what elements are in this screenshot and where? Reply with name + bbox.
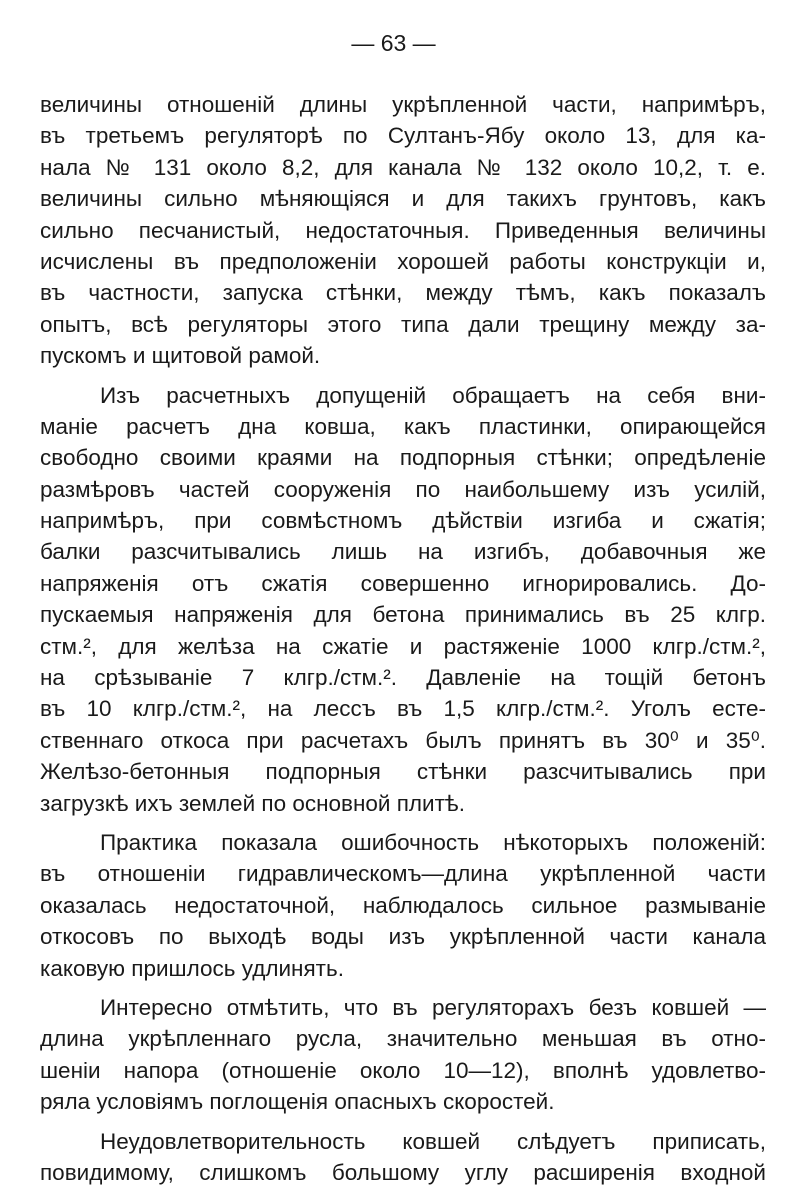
text-line: опытъ, всѣ регуляторы этого типа дали трещину между за-: [40, 311, 766, 337]
text-line: балки разсчитывались лишь на изгибъ, добавочныя же: [40, 539, 766, 565]
text-line: въ 10 клгр./стм.², на лессъ въ 1,5 клгр./стм.². Уголъ есте-: [40, 696, 766, 722]
text-line: повидимому, слишкомъ большому углу расширенiя входной: [40, 1159, 766, 1185]
text-line: ственнаго откоса при расчетахъ былъ принятъ въ 30⁰ и 35⁰.: [40, 727, 766, 753]
text-line: величины отношенiй длины укрѣпленной части, напримѣръ,: [40, 92, 766, 117]
text-line: манiе расчетъ дна ковша, какъ пластинки, опирающейся: [40, 413, 766, 439]
text-line: оказалась недостаточной, наблюдалось сильное размыванiе: [40, 892, 766, 918]
text-line: нала № 131 около 8,2, для канала № 132 около 10,2, т. е.: [40, 154, 766, 180]
text-line: Желѣзо-бетонныя подпорныя стѣнки разсчитывались при: [40, 759, 766, 785]
text-line: сильно песчанистый, недостаточныя. Приведенныя величины: [40, 217, 766, 243]
text-line: размѣровъ частей сооруженiя по наибольшему изъ усилiй,: [40, 476, 766, 502]
paragraph: [40, 1126, 766, 1189]
text-line: длина укрѣпленнаго русла, значительно меньшая въ отно-: [40, 1026, 766, 1052]
text-line: шенiи напора (отношенiе около 10—12), вполнѣ удовлетво-: [40, 1057, 766, 1083]
text-line: на срѣзыванiе 7 клгр./стм.². Давленiе на тощiй бетонъ: [40, 665, 766, 691]
text-line: загрузкѣ ихъ землей по основной плитѣ.: [40, 790, 465, 816]
text-line: Неудовлетворительность ковшей слѣдуетъ приписать,: [100, 1128, 766, 1154]
text-line: стм.², для желѣза на сжатiе и растяженiе 1000 клгр./стм.²,: [40, 633, 766, 659]
text-line: ряла условiямъ поглощенiя опасныхъ скоростей.: [40, 1089, 555, 1115]
text-line: каковую пришлось удлинять.: [40, 955, 344, 981]
text-line: Интересно отмѣтить, что въ регуляторахъ безъ ковшей —: [100, 994, 766, 1020]
text-line: величины сильно мѣняющiяся и для такихъ грунтовъ, какъ: [40, 186, 766, 212]
text-line: пускомъ и щитовой рамой.: [40, 343, 321, 369]
text-line: пускаемыя напряженiя для бетона принимались въ 25 клгр.: [40, 602, 766, 628]
text-line: Практика показала ошибочность нѣкоторыхъ положенiй:: [100, 829, 766, 855]
page-body: [40, 89, 766, 1196]
text-line: исчислены въ предположенiи хорошей работы конструкцiи и,: [40, 248, 766, 274]
paragraph: [40, 992, 766, 1118]
text-line: въ третьемъ регуляторѣ по Султанъ-Ябу около 13, для ка-: [40, 123, 766, 149]
text-line: напряженiя отъ сжатiя совершенно игнорировались. До-: [40, 570, 766, 596]
paragraph: [40, 380, 766, 819]
text-line: Изъ расчетныхъ допущенiй обращаетъ на себя вни-: [100, 382, 766, 408]
text-line: напримѣръ, при совмѣстномъ дѣйствiи изгиба и сжатiя;: [40, 508, 766, 534]
text-line: свободно своими краями на подпорныя стѣнки; опредѣленiе: [40, 445, 766, 471]
paragraph: [40, 827, 766, 984]
paragraph: [40, 89, 766, 372]
text-line: въ частности, запуска стѣнки, между тѣмъ, какъ показалъ: [40, 280, 766, 306]
page-number: — 63 —: [351, 30, 436, 56]
text-line: откосовъ по выходѣ воды изъ укрѣпленной части канала: [40, 924, 766, 950]
text-line: въ отношенiи гидравлическомъ—длина укрѣпленной части: [40, 861, 766, 887]
